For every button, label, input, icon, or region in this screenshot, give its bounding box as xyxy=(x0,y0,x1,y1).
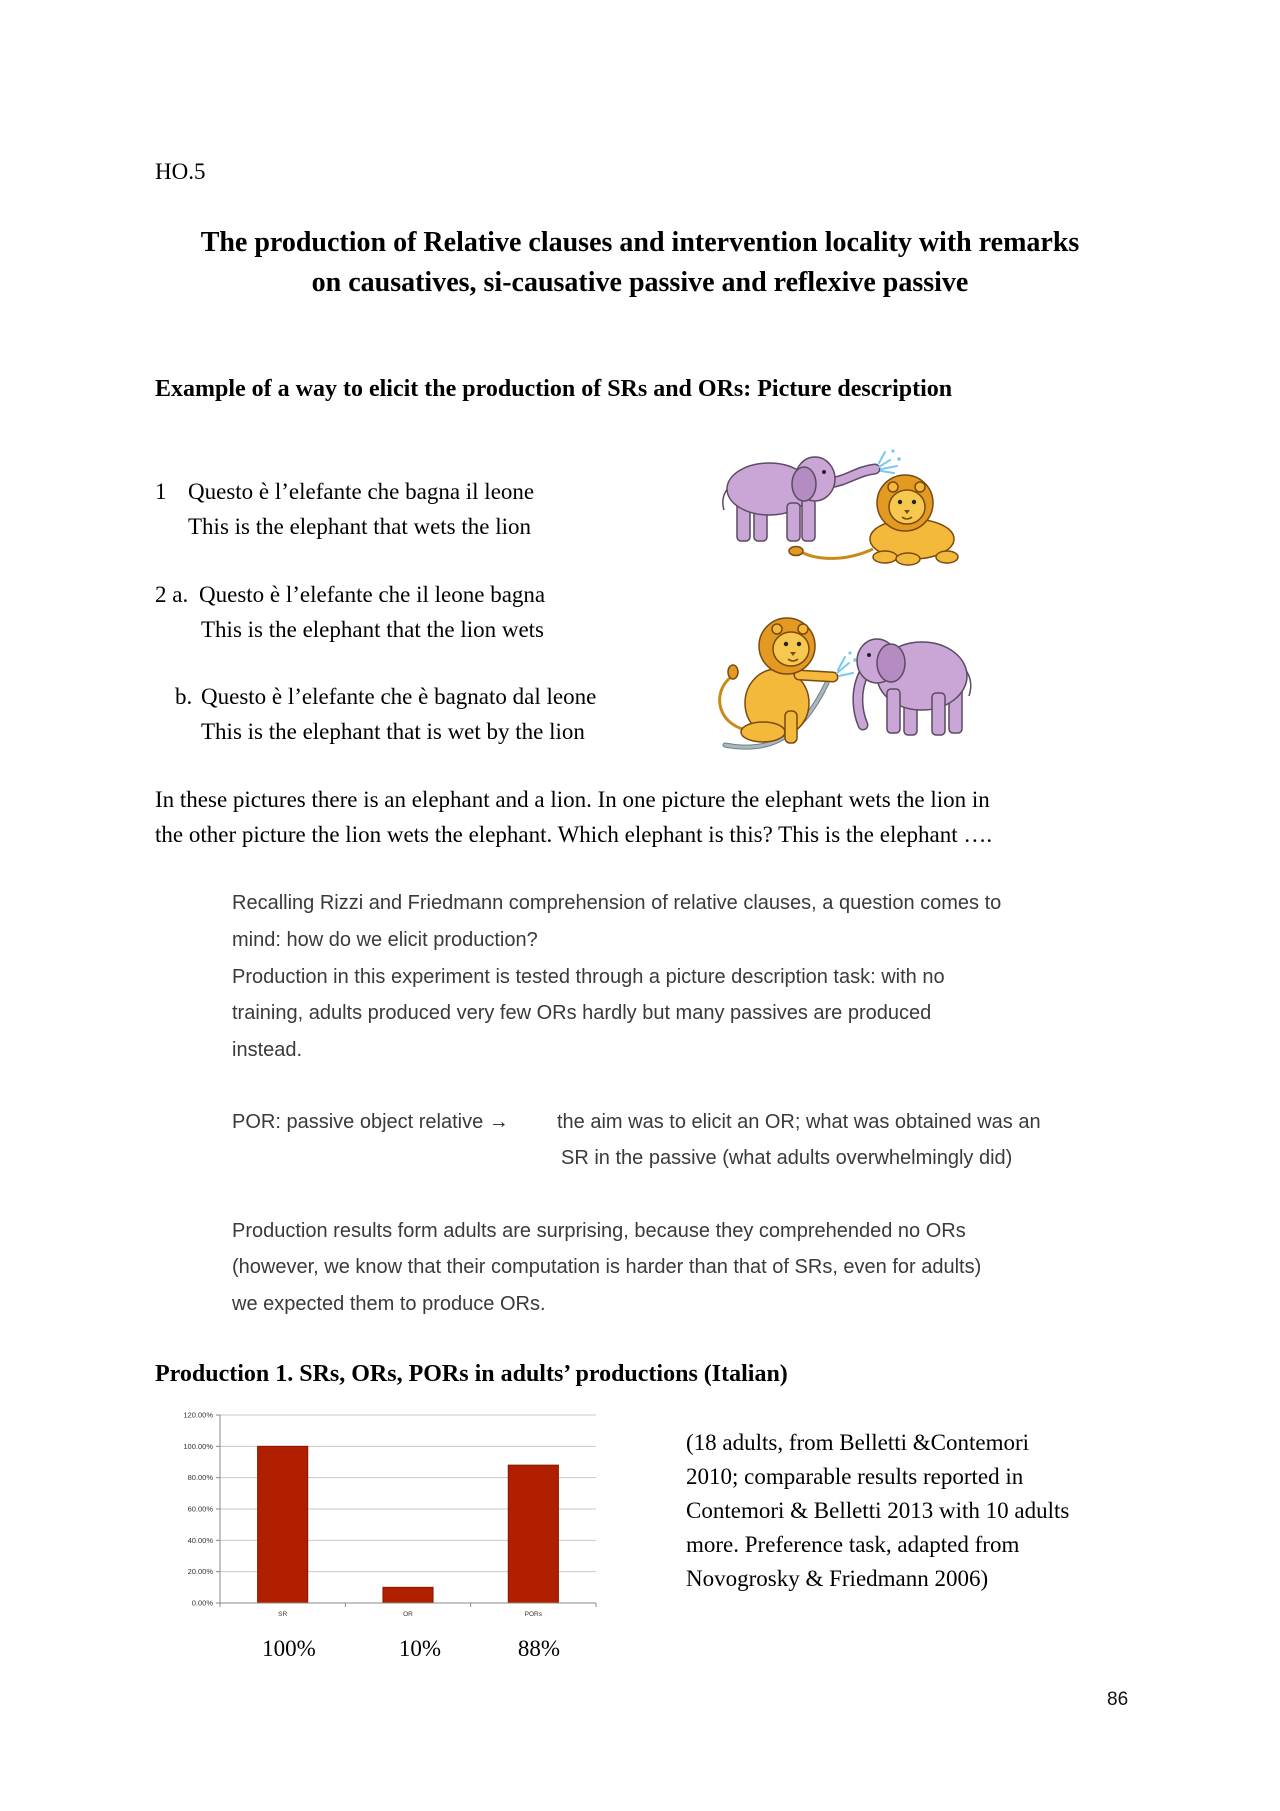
note-line: Production in this experiment is tested through a picture description task: with no xyxy=(232,966,945,988)
elephant-wets-lion-illustration xyxy=(723,449,958,565)
y-tick-label: 20.00% xyxy=(187,1567,213,1577)
note-line: Recalling Rizzi and Friedmann comprehension of relative clauses, a question comes to xyxy=(232,892,1002,914)
instruction-line: In these pictures there is an elephant and a lion. In one picture the elephant wets the lion in xyxy=(155,787,990,812)
chart-bar xyxy=(383,1587,433,1603)
example-number: 1 xyxy=(155,479,167,504)
y-tick-label: 60.00% xyxy=(187,1504,213,1514)
y-tick-label: 80.00% xyxy=(187,1473,213,1483)
y-tick-label: 40.00% xyxy=(187,1535,213,1545)
instruction-line: the other picture the lion wets the elephant. Which elephant is this? This is the elephant …. xyxy=(155,822,993,847)
note-line: SR in the passive (what adults overwhelmingly did) xyxy=(561,1147,1013,1169)
chart-caption-line: more. Preference task, adapted from xyxy=(686,1532,1020,1557)
title-line: on causatives, si-causative passive and reflexive passive xyxy=(311,267,969,298)
example-number: 2 a. xyxy=(155,582,189,607)
example-english-sentence: This is the elephant that is wet by the lion xyxy=(201,719,585,744)
example-number: b. xyxy=(175,684,193,709)
chart-value-label: 88% xyxy=(517,1636,561,1661)
document-label: HO.5 xyxy=(155,159,206,184)
note-line: mind: how do we elicit production? xyxy=(232,929,538,951)
chart-value-label: 100% xyxy=(262,1636,316,1661)
water-spray xyxy=(879,449,901,473)
water-spray xyxy=(837,651,857,676)
elephant-figure xyxy=(857,639,971,735)
section-heading: Example of a way to elicit the production of SRs and ORs: Picture description xyxy=(155,376,953,402)
x-tick-label: OR xyxy=(403,1611,413,1618)
chart-caption-line: 2010; comparable results reported in xyxy=(686,1464,1024,1489)
note-line: the aim was to elicit an OR; what was obtained was an xyxy=(557,1111,1041,1133)
chart-caption-line: Novogrosky & Friedmann 2006) xyxy=(686,1566,989,1591)
note-line: instead. xyxy=(232,1039,303,1061)
lion-figure xyxy=(720,618,833,743)
production-bar-chart xyxy=(160,1405,600,1627)
chart-bar xyxy=(508,1465,558,1603)
note-line: Production results form adults are surprising, because they comprehended no ORs xyxy=(232,1220,966,1242)
note-line: we expected them to produce ORs. xyxy=(232,1293,546,1315)
y-tick-label: 120.00% xyxy=(183,1410,213,1420)
example-english-sentence: This is the elephant that the lion wets xyxy=(201,617,545,642)
example-italian-sentence: Questo è l’elefante che bagna il leone xyxy=(188,479,535,504)
note-line: (however, we know that their computation is harder than that of SRs, even for adults) xyxy=(232,1256,982,1278)
example-2a-italian-line xyxy=(155,581,545,609)
y-tick-label: 0.00% xyxy=(191,1598,213,1608)
arrow-icon: → xyxy=(488,1111,509,1133)
chart-caption-line: Contemori & Belletti 2013 with 10 adults xyxy=(686,1498,1070,1523)
chart-bar xyxy=(258,1446,308,1603)
example-english-sentence: This is the elephant that wets the lion xyxy=(188,514,532,539)
por-term: POR: passive object relative xyxy=(232,1111,484,1133)
lion-wets-elephant-illustration xyxy=(720,618,971,747)
note-line: training, adults produced very few ORs hardly but many passives are produced xyxy=(232,1002,932,1024)
picture-description-illustrations xyxy=(707,441,980,760)
title-line: The production of Relative clauses and intervention locality with remarks xyxy=(200,227,1080,258)
chart-value-label: 10% xyxy=(398,1636,442,1661)
page-number: 86 xyxy=(1107,1689,1129,1710)
example-2b-italian-line xyxy=(175,683,596,711)
x-tick-label: SR xyxy=(278,1611,288,1618)
y-tick-label: 100.00% xyxy=(183,1441,213,1451)
example-1-italian-line xyxy=(155,478,534,506)
example-italian-sentence: Questo è l’elefante che il leone bagna xyxy=(199,582,546,607)
elephant-figure xyxy=(723,457,875,541)
section-heading: Production 1. SRs, ORs, PORs in adults’ productions (Italian) xyxy=(155,1361,788,1387)
x-tick-label: PORs xyxy=(524,1611,543,1618)
chart-caption-line: (18 adults, from Belletti &Contemori xyxy=(686,1430,1030,1455)
por-definition xyxy=(232,1110,509,1134)
example-italian-sentence: Questo è l’elefante che è bagnato dal leone xyxy=(201,684,597,709)
